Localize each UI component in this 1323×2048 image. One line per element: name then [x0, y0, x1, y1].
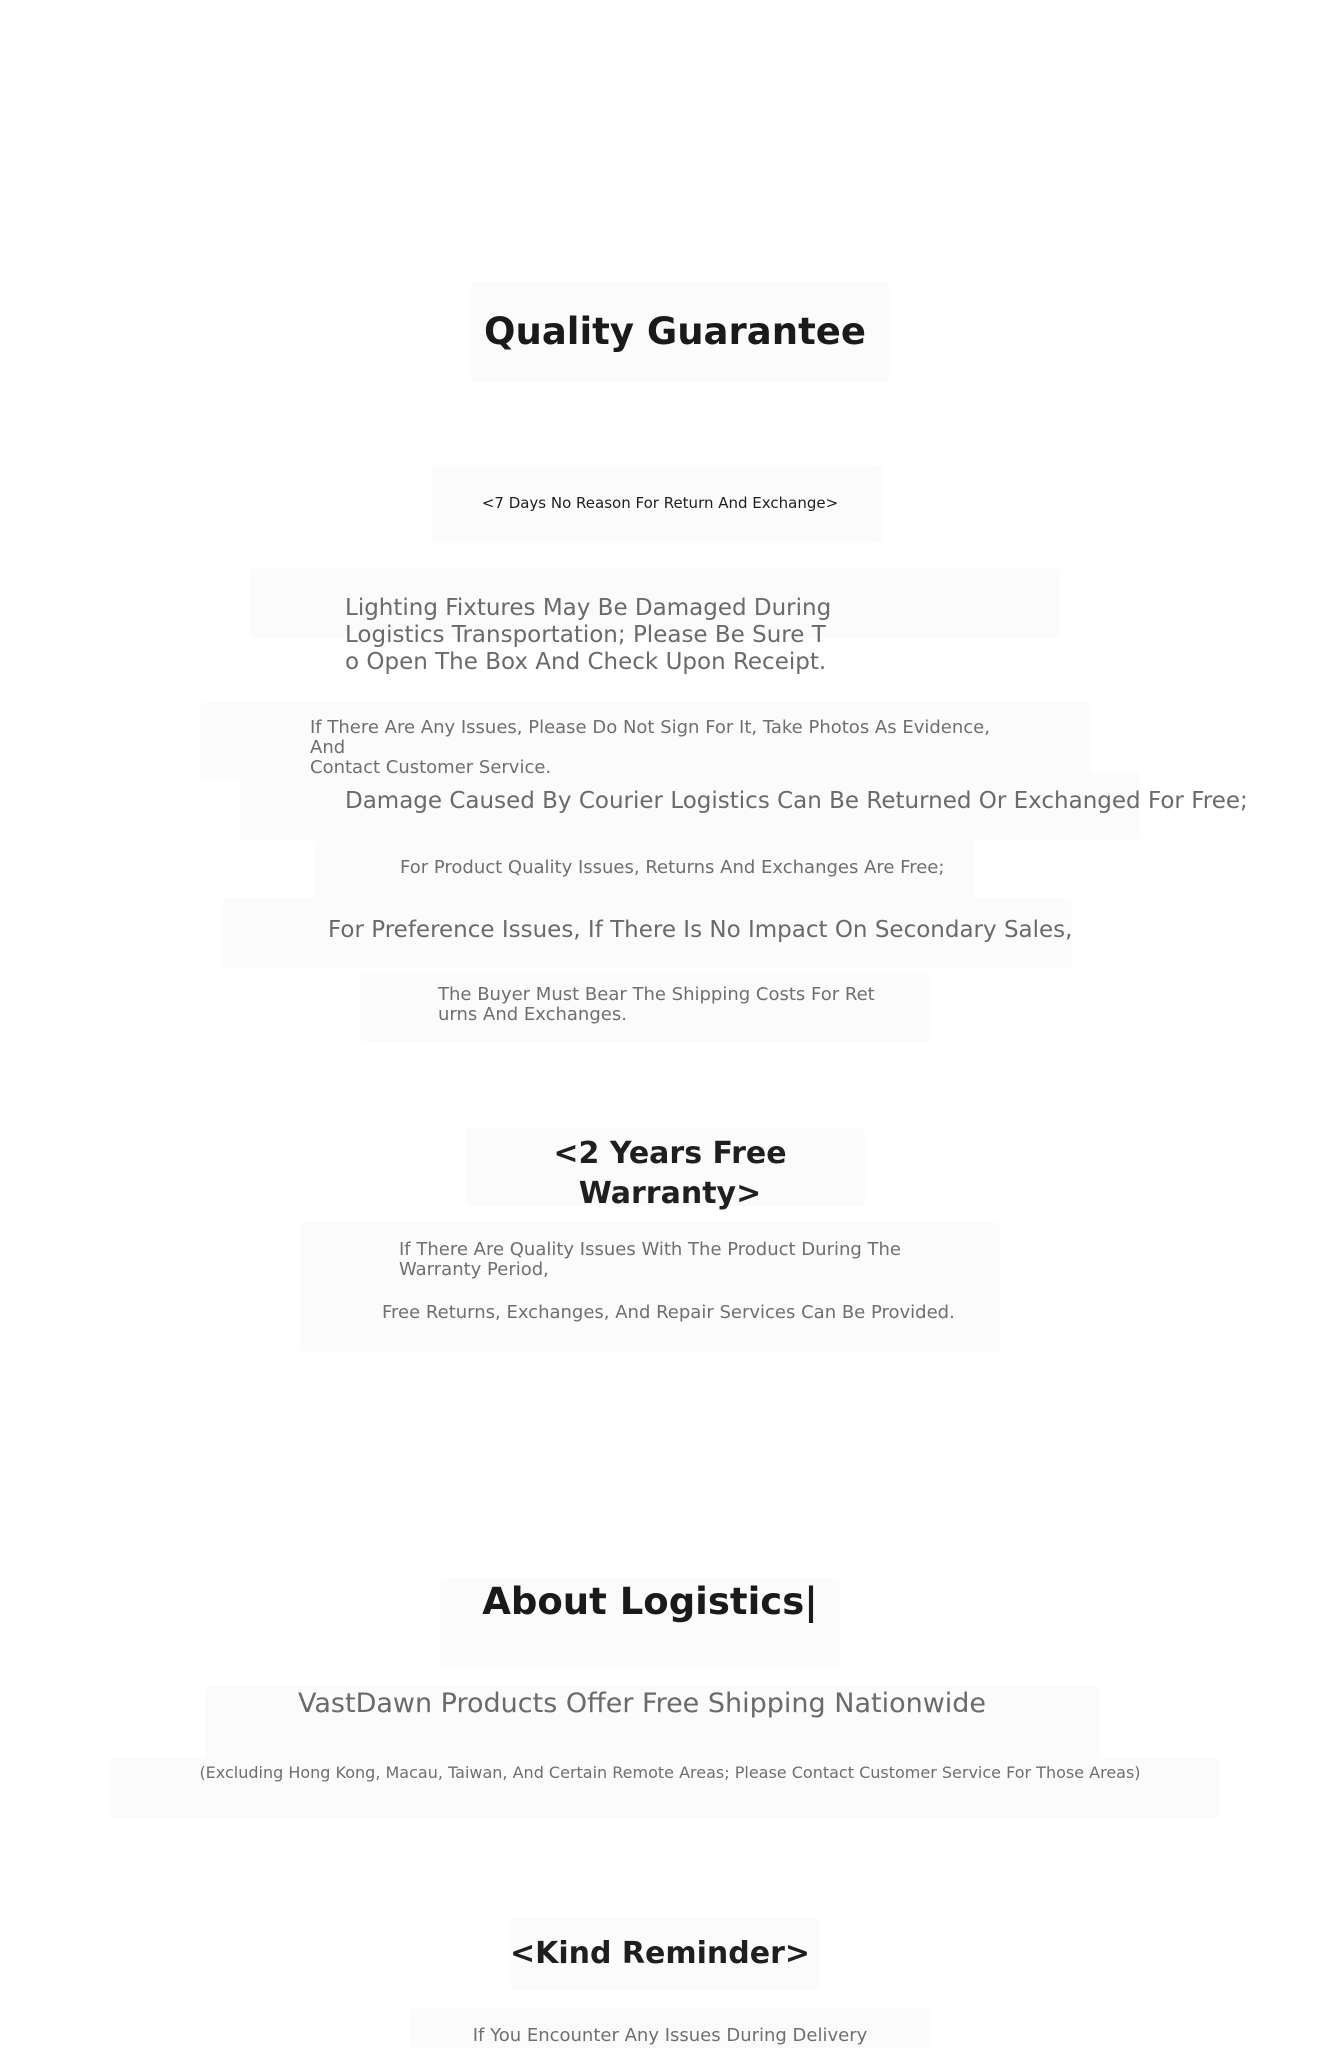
shipping-cost-policy: The Buyer Must Bear The Shipping Costs For Ret urns And Exchanges. — [438, 984, 875, 1025]
preference-issue-policy: For Preference Issues, If There Is No Impact On Secondary Sales, — [328, 917, 1073, 943]
quality-guarantee-title: Quality Guarantee — [484, 310, 866, 353]
quality-issue-policy: For Product Quality Issues, Returns And Exchanges Are Free; — [400, 857, 945, 878]
about-logistics-title: About Logistics| — [482, 1580, 818, 1623]
warranty-title: <2 Years Free Warranty> — [553, 1136, 787, 1211]
free-shipping-notice: VastDawn Products Offer Free Shipping Nationwide — [298, 1688, 987, 1719]
delivery-issue-notice: If You Encounter Any Issues During Delivery — [472, 2025, 868, 2046]
warranty-condition: If There Are Quality Issues With The Product During The Warranty Period, — [399, 1239, 902, 1280]
warranty-services: Free Returns, Exchanges, And Repair Services Can Be Provided. — [382, 1302, 955, 1323]
inspection-notice: Lighting Fixtures May Be Damaged During Logistics Transportation; Please Be Sure T o Open The Box And Check Upon Receipt. — [345, 595, 832, 675]
claim-instructions: If There Are Any Issues, Please Do Not Sign For It, Take Photos As Evidence, And Contact Customer Service. — [310, 717, 990, 778]
courier-damage-policy: Damage Caused By Courier Logistics Can Be Returned Or Exchanged For Free; — [345, 788, 1248, 814]
kind-reminder-title: <Kind Reminder> — [509, 1936, 811, 1971]
shipping-exclusions: (Excluding Hong Kong, Macau, Taiwan, And Certain Remote Areas; Please Contact Customer Service For Those Areas) — [199, 1763, 1141, 1782]
return-policy-subtitle: <7 Days No Reason For Return And Exchange> — [481, 494, 839, 512]
